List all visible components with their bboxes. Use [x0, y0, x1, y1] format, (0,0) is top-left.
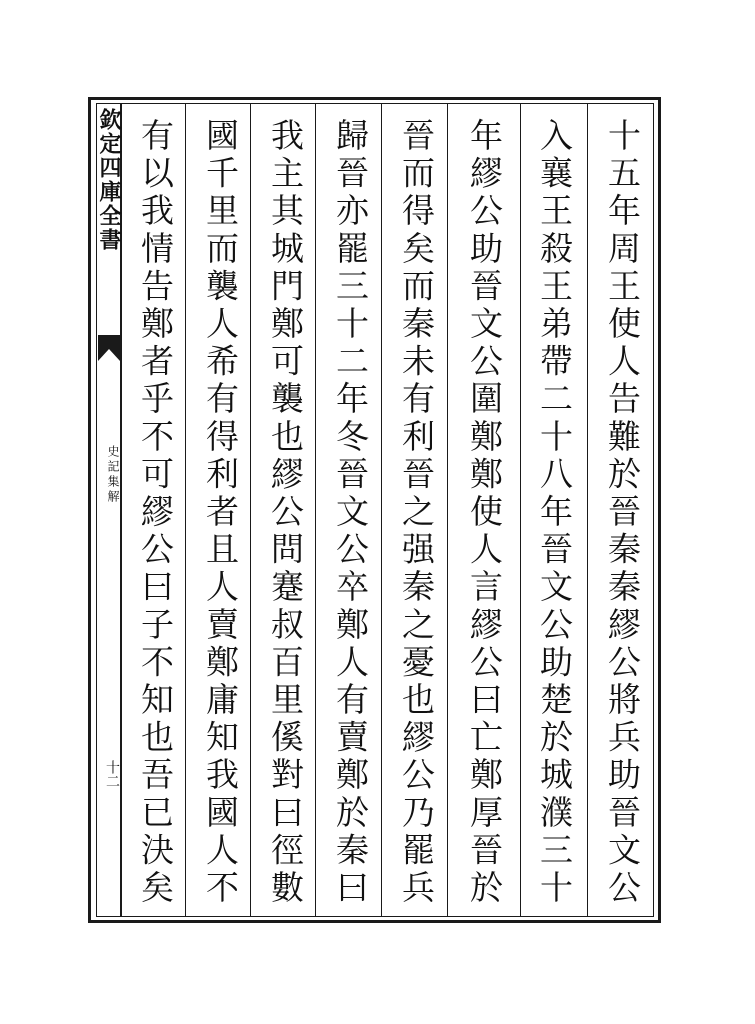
page-number: 十二 [104, 760, 120, 788]
column-rule [381, 103, 382, 917]
book-title: 史記集解 [106, 445, 120, 505]
text-column: 歸晉亦罷三十二年冬晉文公卒鄭人有賣鄭於秦曰 [331, 118, 370, 908]
column-rule [250, 103, 251, 917]
text-column: 年繆公助晉文公圍鄭鄭使人言繆公曰亡鄭厚晉於 [465, 118, 504, 908]
text-column: 晉而得矣而秦未有利晉之强秦之憂也繆公乃罷兵 [397, 118, 436, 908]
column-rule [185, 103, 186, 917]
text-column: 我主其城門鄭可襲也繆公問蹇叔百里傒對曰徑數 [266, 118, 305, 908]
text-column: 十五年周王使人告難於晉秦秦繆公將兵助晉文公 [603, 118, 642, 908]
collection-title: 欽定四庫全書 [96, 108, 122, 252]
column-rule [520, 103, 521, 917]
fishtail-icon [98, 335, 120, 361]
column-rule [315, 103, 316, 917]
text-column: 國千里而襲人希有得利者且人賣鄭庸知我國人不 [201, 118, 240, 908]
column-rule [587, 103, 588, 917]
text-column: 入襄王殺王弟帶二十八年晉文公助楚於城濮三十 [535, 118, 574, 908]
text-column: 有以我情告鄭者乎不可繆公曰子不知也吾已決矣 [136, 118, 175, 908]
column-rule [447, 103, 448, 917]
